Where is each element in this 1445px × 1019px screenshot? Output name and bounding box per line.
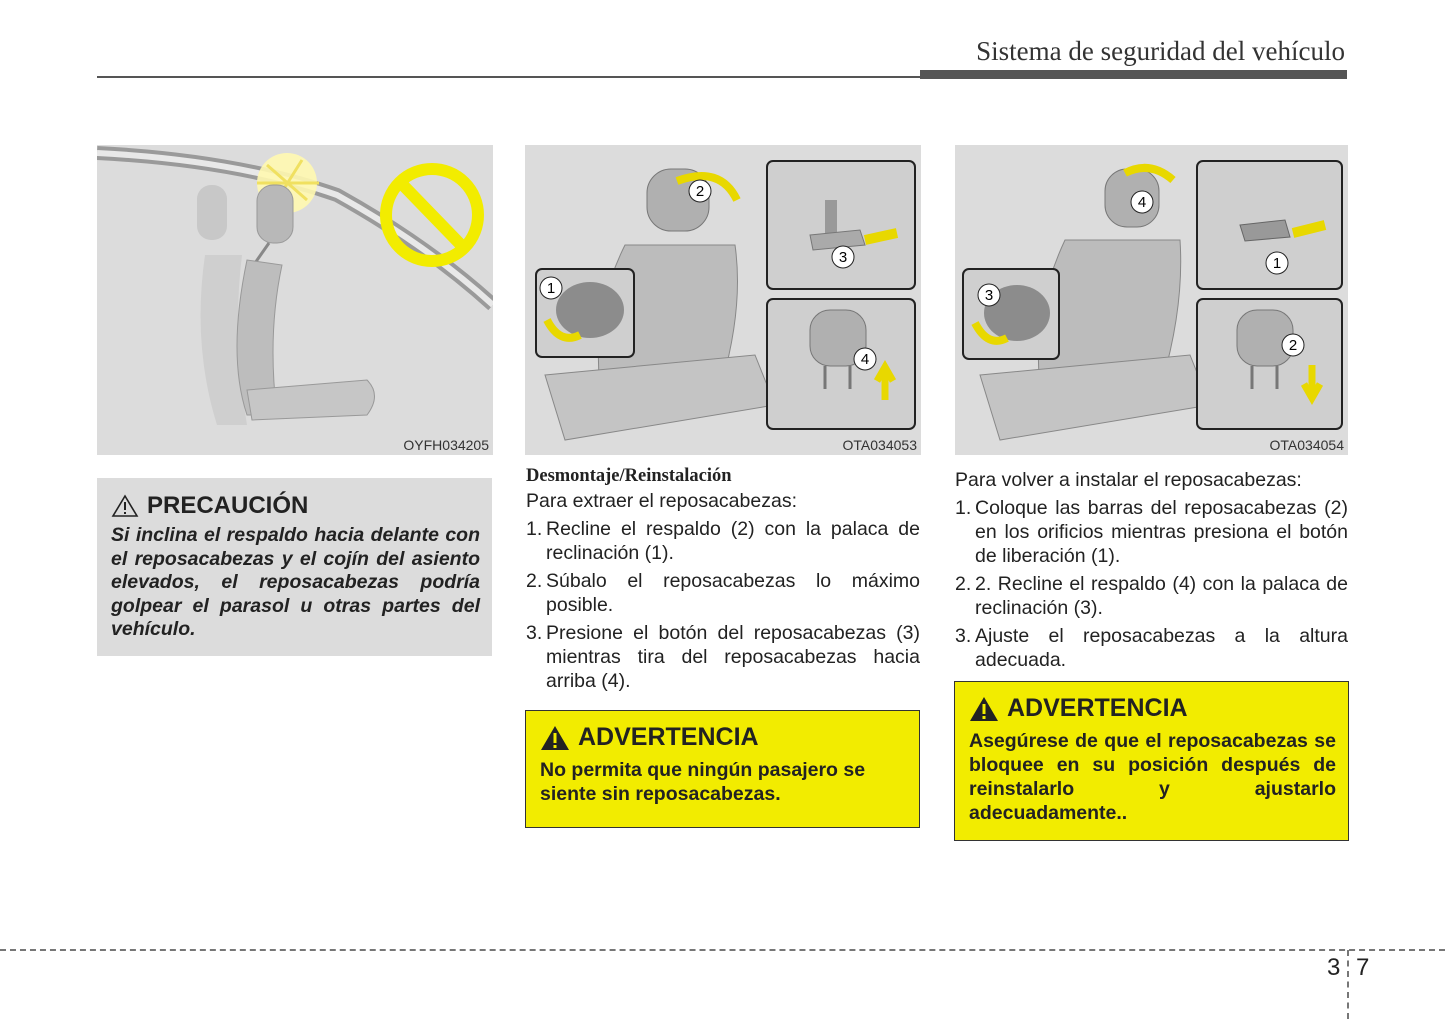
figure-code: OYFH034205: [403, 437, 489, 453]
installation-intro: Para volver a instalar el reposacabezas:: [955, 469, 1302, 491]
seat-install-illustration: [955, 145, 1348, 455]
seat-removal-illustration: [525, 145, 921, 455]
callout-3: 3: [838, 249, 848, 266]
warning-title: ADVERTENCIA: [578, 723, 759, 751]
removal-intro: Para extraer el reposacabezas:: [526, 490, 797, 512]
installation-instructions: [955, 468, 1348, 672]
caution-body: Si inclina el respaldo hacia delante con el reposacabezas y el cojín del asiento elevados, el reposacabezas podría golpear el parasol u otras partes del vehículo.: [111, 524, 480, 640]
warning-title: ADVERTENCIA: [1007, 694, 1188, 722]
callout-2: 2: [1288, 337, 1298, 354]
warning-body: No permita que ningún pasajero se siente sin reposacabezas.: [540, 759, 866, 805]
warning-title-row: [969, 694, 1336, 723]
removal-instructions: [526, 464, 920, 693]
figure-headrest-sunvisor: [97, 145, 493, 455]
callout-2: 2: [695, 183, 705, 200]
removal-step: 3. Presione el botón del reposacabezas (3) mientras tira del reposacabezas hacia arriba (4).: [526, 622, 920, 692]
callout-1: 1: [1272, 255, 1282, 272]
warning-box-locking: [954, 681, 1349, 841]
removal-step: 1. Recline el respaldo (2) con la palaca de reclinación (1).: [526, 518, 920, 564]
figure-headrest-removal: [525, 145, 921, 455]
caution-title-row: [111, 492, 480, 520]
warning-box-passengers: [525, 710, 920, 828]
figure-code: OTA034054: [1269, 437, 1344, 453]
warning-triangle-icon: [969, 696, 999, 722]
seat-illustration: [97, 145, 493, 455]
running-header: Sistema de seguridad del vehículo: [976, 36, 1345, 66]
callout-4: 4: [1137, 194, 1147, 211]
warning-body: Asegúrese de que el reposacabezas se bloquee en su posición después de reinstalarlo y ajustarlo adecuadamente..: [969, 730, 1336, 824]
installation-step: 1. Coloque las barras del reposacabezas (2) en los orificios mientras presiona el botón de liberación (1).: [955, 497, 1348, 567]
figure-code: OTA034053: [842, 437, 917, 453]
callout-1: 1: [546, 280, 556, 297]
warning-triangle-icon: [540, 725, 570, 751]
header-bar: [920, 70, 1347, 79]
section-subheading: Desmontaje/Reinstalación: [526, 466, 732, 486]
page-number: 7: [1356, 954, 1370, 981]
callout-3: 3: [984, 287, 994, 304]
removal-step: 2. Súbalo el reposacabezas lo máximo posible.: [526, 570, 920, 616]
caution-title: PRECAUCIÓN: [147, 492, 309, 519]
installation-step: 2. 2. Recline el respaldo (4) con la palaca de reclinación (3).: [955, 573, 1348, 619]
caution-triangle-icon: [111, 494, 139, 518]
footer-dashed-rule: [0, 949, 1445, 951]
figure-headrest-installation: [955, 145, 1348, 455]
footer-divider: [1347, 950, 1349, 1019]
callout-4: 4: [860, 351, 870, 368]
warning-title-row: [540, 723, 907, 752]
section-number: 3: [1327, 954, 1341, 981]
caution-box: [97, 478, 492, 656]
installation-step: 3. Ajuste el reposacabezas a la altura adecuada.: [955, 625, 1348, 671]
